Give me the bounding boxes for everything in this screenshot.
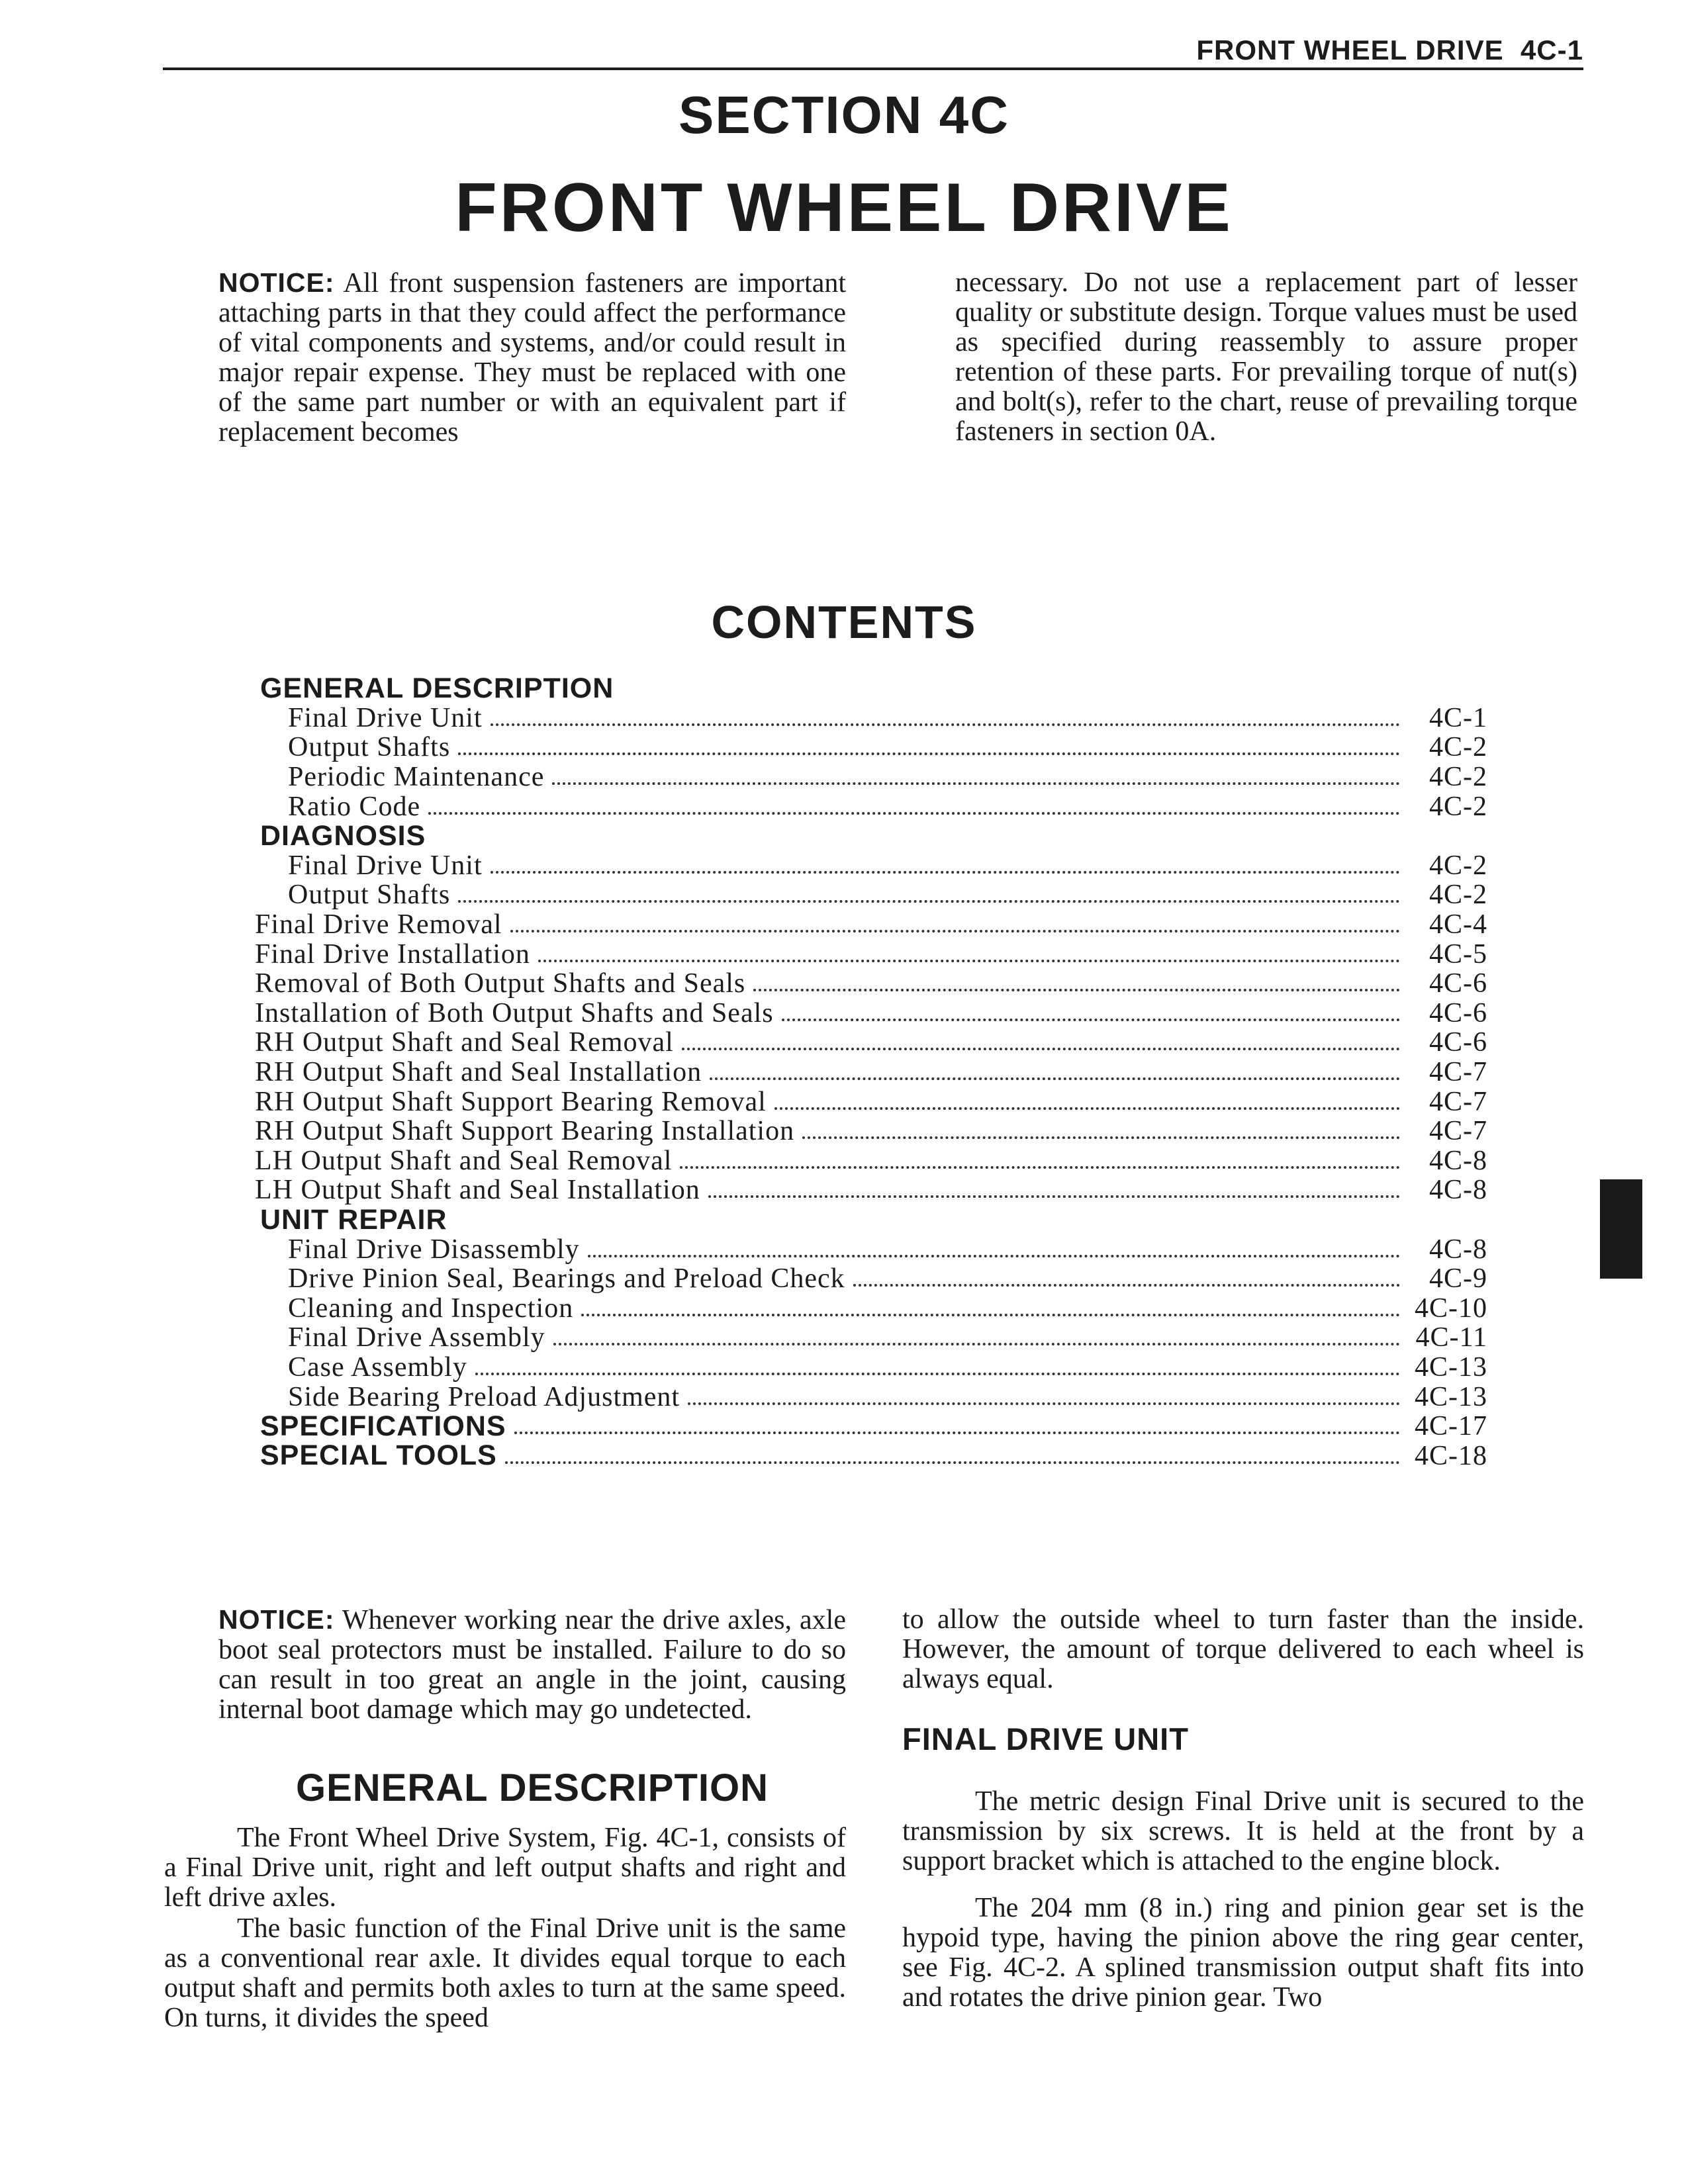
final-drive-para-2: The 204 mm (8 in.) ring and pinion gear set is the hypoid type, having the pinion above the ring gear center, see Fig. 4C-2. A splined transmission output shaft fits into and rotates the drive pinion gear. Two: [902, 1893, 1584, 2013]
toc-entry: [255, 1353, 1487, 1383]
toc-label: LH Output Shaft and Seal Installation: [255, 1175, 700, 1206]
toc-entry: [255, 969, 1487, 999]
general-description-para-1: The Front Wheel Drive System, Fig. 4C-1, consists of a Final Drive unit, right and left output shafts and right and left drive axles.: [164, 1823, 846, 1913]
page-title: FRONT WHEEL DRIVE: [455, 169, 1233, 246]
toc-entry: [255, 999, 1487, 1028]
toc-label: RH Output Shaft Support Bearing Installation: [255, 1116, 795, 1147]
toc-page-number: 4C-2: [1429, 762, 1487, 793]
toc-entry: [255, 1058, 1487, 1087]
toc-page-number: 4C-7: [1429, 1057, 1487, 1088]
toc-leader-dots: [588, 1255, 1400, 1257]
general-description-body: [164, 1823, 846, 2033]
toc-entry: [255, 1087, 1487, 1116]
toc-leader-dots: [458, 752, 1400, 755]
toc-entry: [255, 1323, 1487, 1353]
toc-entry: [255, 1412, 1487, 1441]
toc-leader-dots: [708, 1195, 1400, 1198]
notice-bottom: [218, 1605, 846, 1725]
toc-leader-dots: [853, 1284, 1400, 1287]
toc-label: RH Output Shaft and Seal Installation: [255, 1057, 702, 1088]
toc-leader-dots: [581, 1314, 1400, 1316]
toc-page-number: 4C-6: [1429, 968, 1487, 999]
toc-leader-dots: [682, 1048, 1400, 1050]
toc-page-number: 4C-13: [1415, 1381, 1487, 1412]
toc-page-number: 4C-7: [1429, 1086, 1487, 1117]
section-thumb-tab: [1600, 1179, 1642, 1279]
toc-label: Removal of Both Output Shafts and Seals: [255, 968, 746, 999]
toc-page-number: 4C-4: [1429, 909, 1487, 940]
toc-label: Output Shafts: [288, 880, 451, 911]
contents-title: CONTENTS: [711, 596, 977, 648]
toc-leader-dots: [774, 1107, 1400, 1110]
header-rule: [163, 68, 1583, 70]
toc-page-number: 4C-5: [1429, 938, 1487, 970]
notice-top-left-text: All front suspension fasteners are important attaching parts in that they could affect the performance of vital components and systems, and/or could result in major repair expense. They must be replaced with one of the same part number or with an equivalent part if replacement becomes: [218, 268, 847, 447]
general-description-heading: GENERAL DESCRIPTION: [295, 1766, 769, 1809]
toc-heading: UNIT REPAIR: [260, 1203, 447, 1236]
final-drive-unit-body: [902, 1787, 1584, 2013]
toc-entry: [255, 1116, 1487, 1146]
toc-entry: [255, 821, 1487, 851]
toc-label: Case Assembly: [288, 1351, 467, 1383]
toc-entry: [255, 704, 1487, 733]
notice-bottom-text: Whenever working near the drive axles, axle boot seal protectors must be installed. Failure to do so can result in too great an angle in the joint, causing internal boot damage which may go undetected.: [218, 1605, 846, 1725]
toc-label: Ratio Code: [288, 791, 421, 822]
notice-tag-bottom: NOTICE:: [218, 1604, 335, 1635]
notice-tag: NOTICE:: [218, 267, 335, 298]
toc-page-number: 4C-11: [1415, 1322, 1487, 1353]
toc-page-number: 4C-2: [1429, 850, 1487, 881]
toc-label: Output Shafts: [288, 732, 451, 763]
section-label: SECTION 4C: [678, 85, 1010, 144]
notice-top-right: [955, 268, 1577, 447]
general-description-para-2: The basic function of the Final Drive unit is the same as a conventional rear axle. It divides equal torque to each output shaft and permits both axles to turn at the same speed. On turns, it divides the speed: [164, 1913, 846, 2033]
final-drive-unit-heading: FINAL DRIVE UNIT: [902, 1721, 1189, 1756]
toc-label: Final Drive Removal: [255, 909, 502, 940]
toc-label: LH Output Shaft and Seal Removal: [255, 1145, 673, 1176]
notice-top-right-text: necessary. Do not use a replacement part of lesser quality or substitute design. Torque values must be used as specified during reassembly to assure proper retention of these parts. For prevailing torque of nut(s) and bolt(s), refer to the chart, reuse of prevailing torque fasteners in section 0A.: [955, 267, 1577, 447]
toc-label: Side Bearing Preload Adjustment: [288, 1381, 680, 1412]
toc-label: RH Output Shaft Support Bearing Removal: [255, 1086, 767, 1117]
toc-entry: [255, 762, 1487, 792]
toc-entry: [255, 1441, 1487, 1471]
toc-leader-dots: [680, 1166, 1400, 1169]
toc-entry: [255, 733, 1487, 762]
toc-leader-dots: [458, 900, 1400, 903]
toc-page-number: 4C-18: [1415, 1440, 1487, 1471]
page-number: 4C-1: [1520, 34, 1583, 66]
toc-leader-dots: [428, 812, 1400, 815]
toc-entry: [255, 1382, 1487, 1412]
toc-leader-dots: [510, 930, 1400, 933]
toc-entry: [255, 674, 1487, 704]
toc-heading: SPECIAL TOOLS: [260, 1439, 497, 1472]
toc-heading: DIAGNOSIS: [260, 819, 426, 852]
table-of-contents: [255, 674, 1487, 1471]
toc-entry: [255, 1175, 1487, 1205]
toc-entry: [255, 1293, 1487, 1323]
toc-label: Final Drive Assembly: [288, 1322, 545, 1353]
toc-page-number: 4C-8: [1429, 1175, 1487, 1206]
toc-leader-dots: [491, 723, 1400, 726]
toc-leader-dots: [491, 871, 1400, 874]
toc-page-number: 4C-6: [1429, 1027, 1487, 1058]
toc-label: Final Drive Disassembly: [288, 1234, 580, 1265]
toc-label: Installation of Both Output Shafts and Seals: [255, 997, 774, 1028]
toc-page-number: 4C-10: [1415, 1293, 1487, 1324]
toc-page-number: 4C-2: [1429, 880, 1487, 911]
toc-heading: SPECIFICATIONS: [260, 1410, 506, 1442]
toc-leader-dots: [553, 1343, 1400, 1345]
toc-entry: [255, 792, 1487, 821]
toc-entry: [255, 910, 1487, 940]
toc-label: Final Drive Installation: [255, 938, 530, 970]
toc-entry: [255, 1234, 1487, 1264]
final-drive-para-1: The metric design Final Drive unit is secured to the transmission by six screws. It is held at the front by a support bracket which is attached to the engine block.: [902, 1786, 1584, 1876]
toc-entry: [255, 1028, 1487, 1058]
notice-top-left: [218, 268, 846, 447]
toc-page-number: 4C-6: [1429, 997, 1487, 1028]
toc-label: Drive Pinion Seal, Bearings and Preload Check: [288, 1263, 845, 1295]
toc-page-number: 4C-7: [1429, 1116, 1487, 1147]
running-header: [1196, 34, 1583, 66]
toc-leader-dots: [710, 1077, 1400, 1080]
toc-label: Final Drive Unit: [288, 702, 483, 733]
toc-leader-dots: [802, 1136, 1400, 1139]
toc-leader-dots: [552, 782, 1400, 785]
right-column-continuation: to allow the outside wheel to turn faster than the inside. However, the amount of torque delivered to each wheel is always equal.: [902, 1604, 1584, 1694]
toc-leader-dots: [688, 1402, 1400, 1405]
toc-leader-dots: [538, 960, 1400, 962]
toc-entry: [255, 1205, 1487, 1235]
toc-entry: [255, 851, 1487, 881]
toc-page-number: 4C-17: [1415, 1411, 1487, 1442]
toc-entry: [255, 939, 1487, 969]
toc-page-number: 4C-1: [1429, 702, 1487, 733]
toc-page-number: 4C-2: [1429, 732, 1487, 763]
running-title: FRONT WHEEL DRIVE: [1196, 34, 1504, 66]
toc-leader-dots: [782, 1019, 1400, 1021]
toc-page-number: 4C-9: [1429, 1263, 1487, 1295]
toc-leader-dots: [475, 1373, 1400, 1375]
toc-heading: GENERAL DESCRIPTION: [260, 672, 614, 704]
toc-leader-dots: [514, 1432, 1400, 1434]
toc-label: RH Output Shaft and Seal Removal: [255, 1027, 674, 1058]
toc-label: Periodic Maintenance: [288, 762, 545, 793]
toc-label: Final Drive Unit: [288, 850, 483, 881]
toc-leader-dots: [753, 989, 1400, 991]
toc-leader-dots: [505, 1461, 1400, 1464]
toc-entry: [255, 1264, 1487, 1294]
toc-page-number: 4C-8: [1429, 1145, 1487, 1176]
toc-page-number: 4C-8: [1429, 1234, 1487, 1265]
toc-entry: [255, 880, 1487, 910]
toc-label: Cleaning and Inspection: [288, 1293, 574, 1324]
toc-page-number: 4C-13: [1415, 1351, 1487, 1383]
toc-page-number: 4C-2: [1429, 791, 1487, 822]
toc-entry: [255, 1146, 1487, 1176]
